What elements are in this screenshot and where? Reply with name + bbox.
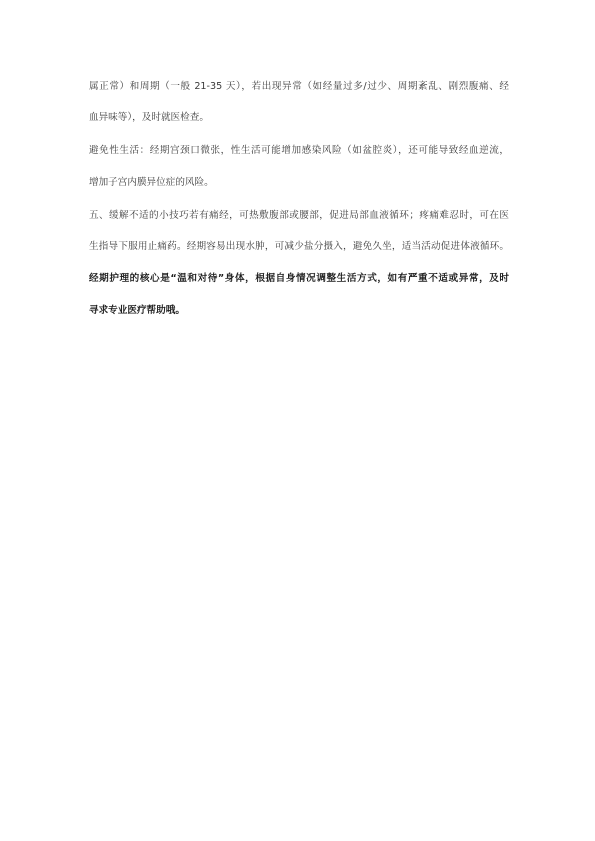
summary-line-1: 经期护理的核心是“温和对待”身体，根据自身情况调整生活方式，如有严重不适或异常，及时	[89, 273, 509, 284]
paragraph-line-3: 避免性生活：经期宫颈口微张，性生活可能增加感染风险（如盆腔炎），还可能导致经血逆流，	[89, 145, 509, 156]
paragraph-line-6: 生指导下服用止痛药。经期容易出现水肿，可减少盐分摄入，避免久坐，适当活动促进体液循环。	[89, 241, 509, 252]
paragraph-line-1: 属正常）和周期（一般 21-35 天），若出现异常（如经量过多/过少、周期紊乱、剧烈腹痛、经	[89, 81, 509, 92]
paragraph-line-2: 血异味等），及时就医检查。	[89, 112, 209, 123]
paragraph-line-5: 五、缓解不适的小技巧若有痛经，可热敷腹部或腰部，促进局部血液循环；疼痛难忍时，可在医	[89, 210, 509, 221]
summary-line-2: 寻求专业医疗帮助哦。	[89, 305, 185, 316]
paragraph-line-4: 增加子宫内膜异位症的风险。	[89, 177, 214, 188]
